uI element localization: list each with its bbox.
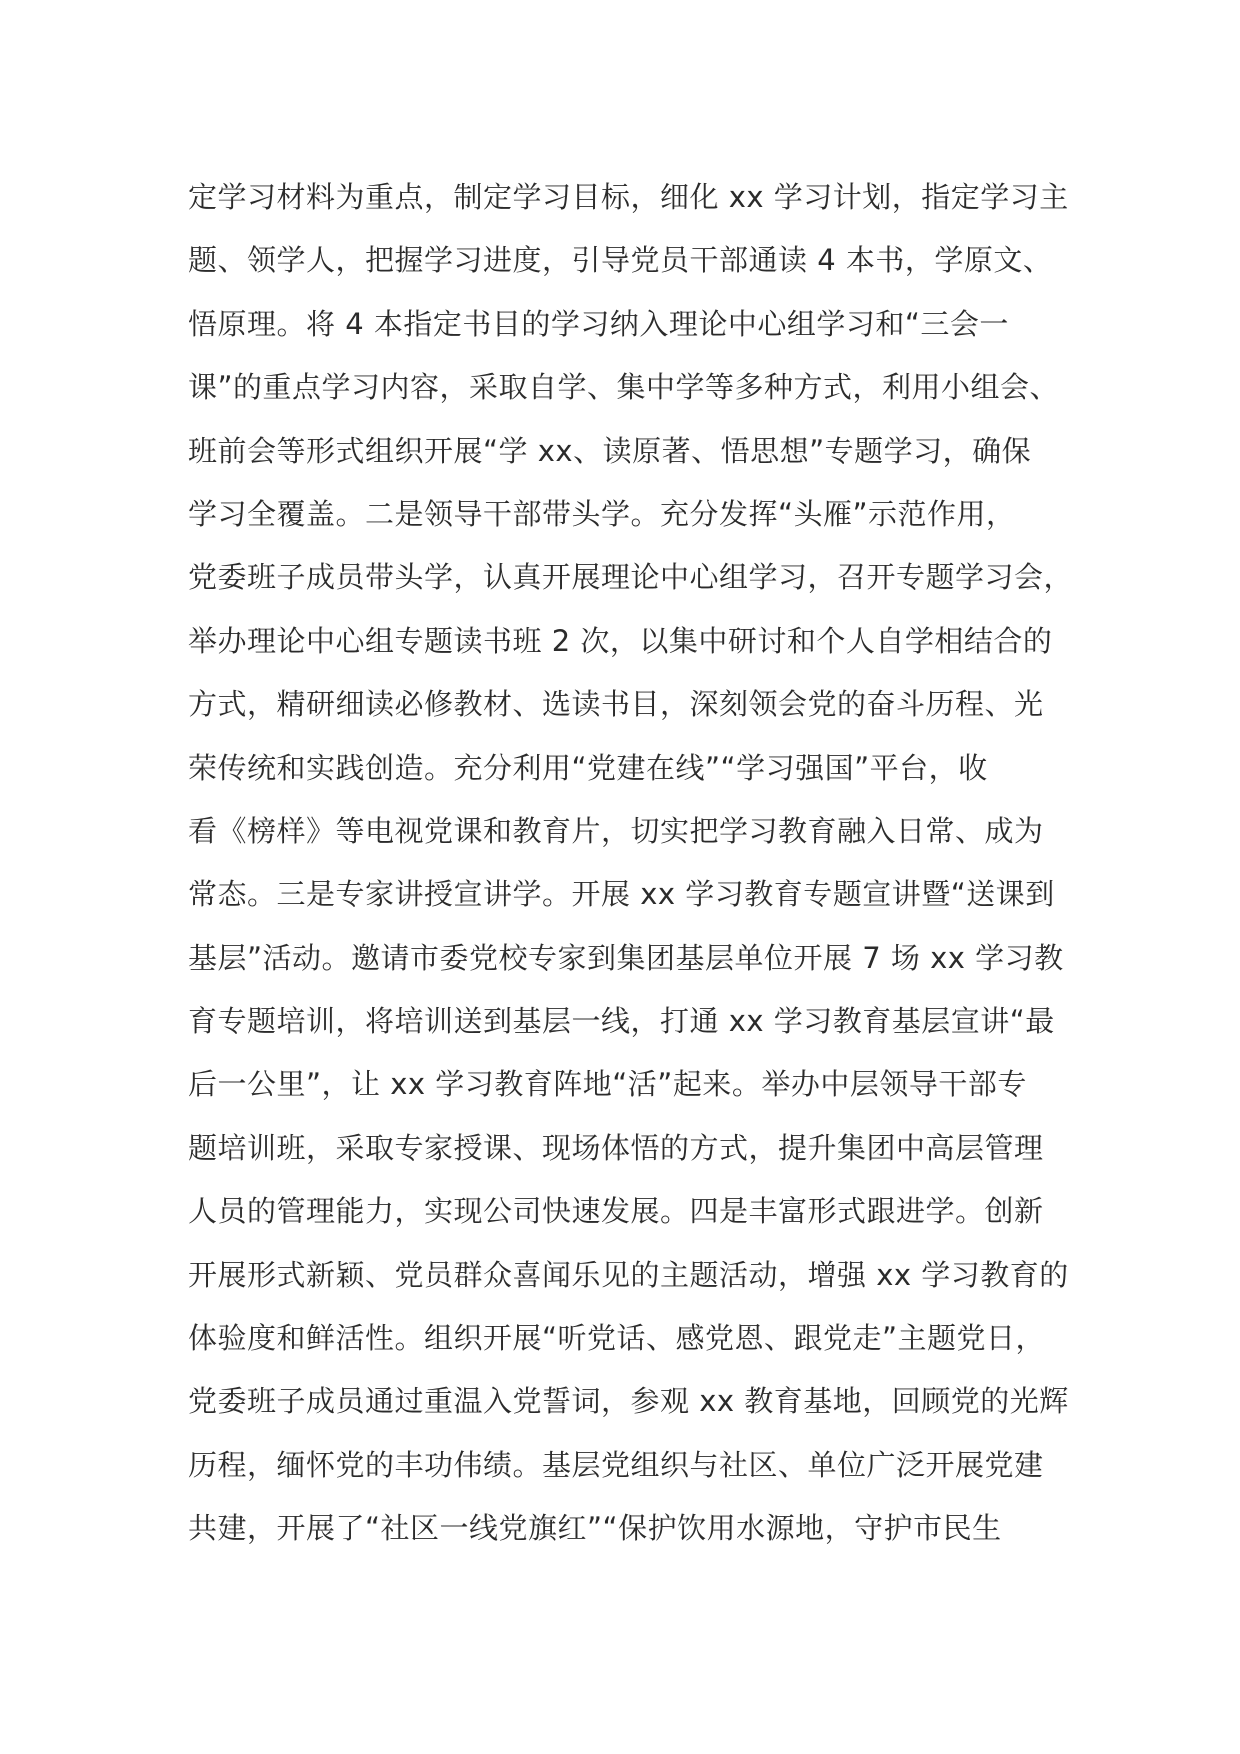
text-line-5: 班前会等形式组织开展“学 xx、读原著、悟思想”专题学习，确保 — [188, 433, 1032, 468]
text-line-18: 开展形式新颖、党员群众喜闻乐见的主题活动，增强 xx 学习教育的 — [188, 1257, 1069, 1292]
text-line-4: 课”的重点学习内容，采取自学、集中学等多种方式，利用小组会、 — [188, 370, 1060, 405]
text-line-21: 历程，缅怀党的丰功伟绩。基层党组织与社区、单位广泛开展党建 — [188, 1447, 1044, 1482]
text-line-7: 党委班子成员带头学，认真开展理论中心组学习，召开专题学习会， — [188, 560, 1074, 595]
text-line-9: 方式，精研细读必修教材、选读书目，深刻领会党的奋斗历程、光 — [188, 687, 1044, 722]
text-line-19: 体验度和鲜活性。组织开展“听党话、感党恩、跟党走”主题党日， — [188, 1321, 1046, 1356]
text-line-8: 举办理论中心组专题读书班 2 次，以集中研讨和个人自学相结合的 — [188, 623, 1053, 658]
text-line-17: 人员的管理能力，实现公司快速发展。四是丰富形式跟进学。创新 — [188, 1194, 1044, 1229]
text-line-2: 题、领学人，把握学习进度，引导党员干部通读 4 本书，学原文、 — [188, 243, 1053, 278]
text-line-22: 共建，开展了“社区一线党旗红”“保护饮用水源地，守护市民生 — [188, 1511, 1002, 1546]
text-line-1: 定学习材料为重点，制定学习目标，细化 xx 学习计划，指定学习主 — [188, 180, 1069, 214]
text-line-14: 育专题培训，将培训送到基层一线，打通 xx 学习教育基层宣讲“最 — [188, 1004, 1055, 1039]
body-paragraph — [188, 166, 1074, 1561]
text-line-20: 党委班子成员通过重温入党誓词，参观 xx 教育基地，回顾党的光辉 — [188, 1384, 1069, 1419]
text-line-6: 学习全覆盖。二是领导干部带头学。充分发挥“头雁”示范作用， — [188, 496, 1016, 531]
text-line-16: 题培训班，采取专家授课、现场体悟的方式，提升集团中高层管理 — [188, 1130, 1044, 1165]
text-line-10: 荣传统和实践创造。充分利用“党建在线”“学习强国”平台，收 — [188, 750, 988, 785]
text-line-3: 悟原理。将 4 本指定书目的学习纳入理论中心组学习和“三会一 — [188, 306, 1009, 341]
text-line-15: 后一公里”，让 xx 学习教育阵地“活”起来。举办中层领导干部专 — [188, 1067, 1027, 1102]
text-line-13: 基层”活动。邀请市委党校专家到集团基层单位开展 7 场 xx 学习教 — [188, 940, 1064, 975]
text-line-12: 常态。三是专家讲授宣讲学。开展 xx 学习教育专题宣讲暨“送课到 — [188, 877, 1055, 912]
text-line-11: 看《榜样》等电视党课和教育片，切实把学习教育融入日常、成为 — [188, 813, 1044, 848]
